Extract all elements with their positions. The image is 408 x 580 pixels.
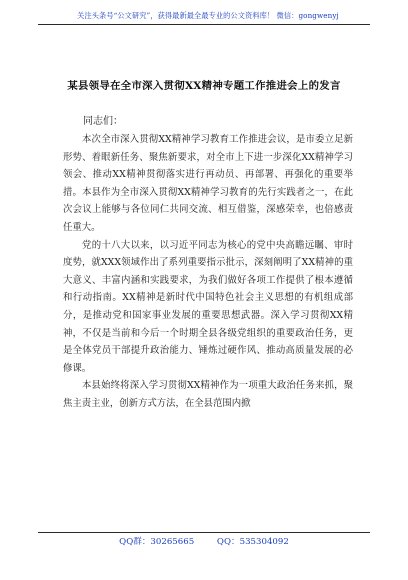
- header-divider: [38, 24, 370, 25]
- body-paragraph: 本县始终将深入学习贯彻XX精神作为一项重大政治任务来抓，聚焦主责主业，创新方式方法，在全县范围内掀: [63, 380, 353, 409]
- header-promo-note: 关注头条号“公文研究”，获得最新最全最专业的公文资料库！ 微信：gongwenyj: [77, 11, 339, 20]
- footer-qq-group: QQ群：30265665: [119, 537, 195, 547]
- body-paragraph: 本次全市深入贯彻XX精神学习教育工作推进会议，是市委立足新形势、着眼新任务、聚焦新要求，对全市上下进一步深化XX精神学习领会、推动XX精神贯彻落实进行再动员、再部署、再强化的重要举措。本县作为全市深入贯彻XX精神学习教育的先行实践者之一，在此次会议上能够与各位同仁共同交流、相互借鉴，深感荣幸，也倍感责任重大。: [63, 134, 353, 233]
- document-body: [63, 113, 353, 413]
- footer-divider: [38, 532, 370, 533]
- footer-contacts: [0, 535, 408, 547]
- document-title: 某县领导在全市深入贯彻XX精神专题工作推进会上的发言: [67, 80, 341, 92]
- salutation: 同志们：: [83, 116, 123, 127]
- footer-qq-number: QQ：535304092: [216, 537, 289, 547]
- body-paragraph: 党的十八大以来，以习近平同志为核心的党中央高瞻远瞩、审时度势，就XXX领域作出了系列重要指示批示，深刻阐明了XX精神的重大意义、丰富内涵和实践要求，为我们做好各项工作提供了根本遵循和行动指南。XX精神是新时代中国特色社会主义思想的有机组成部分，是推动党和国家事业发展的重要思想武器。深入学习贯彻XX精神，不仅是当前和今后一个时期全县各级党组织的重要政治任务，更是全体党员干部提升政治能力、锤炼过硬作风、推动高质量发展的必修课。: [63, 239, 353, 374]
